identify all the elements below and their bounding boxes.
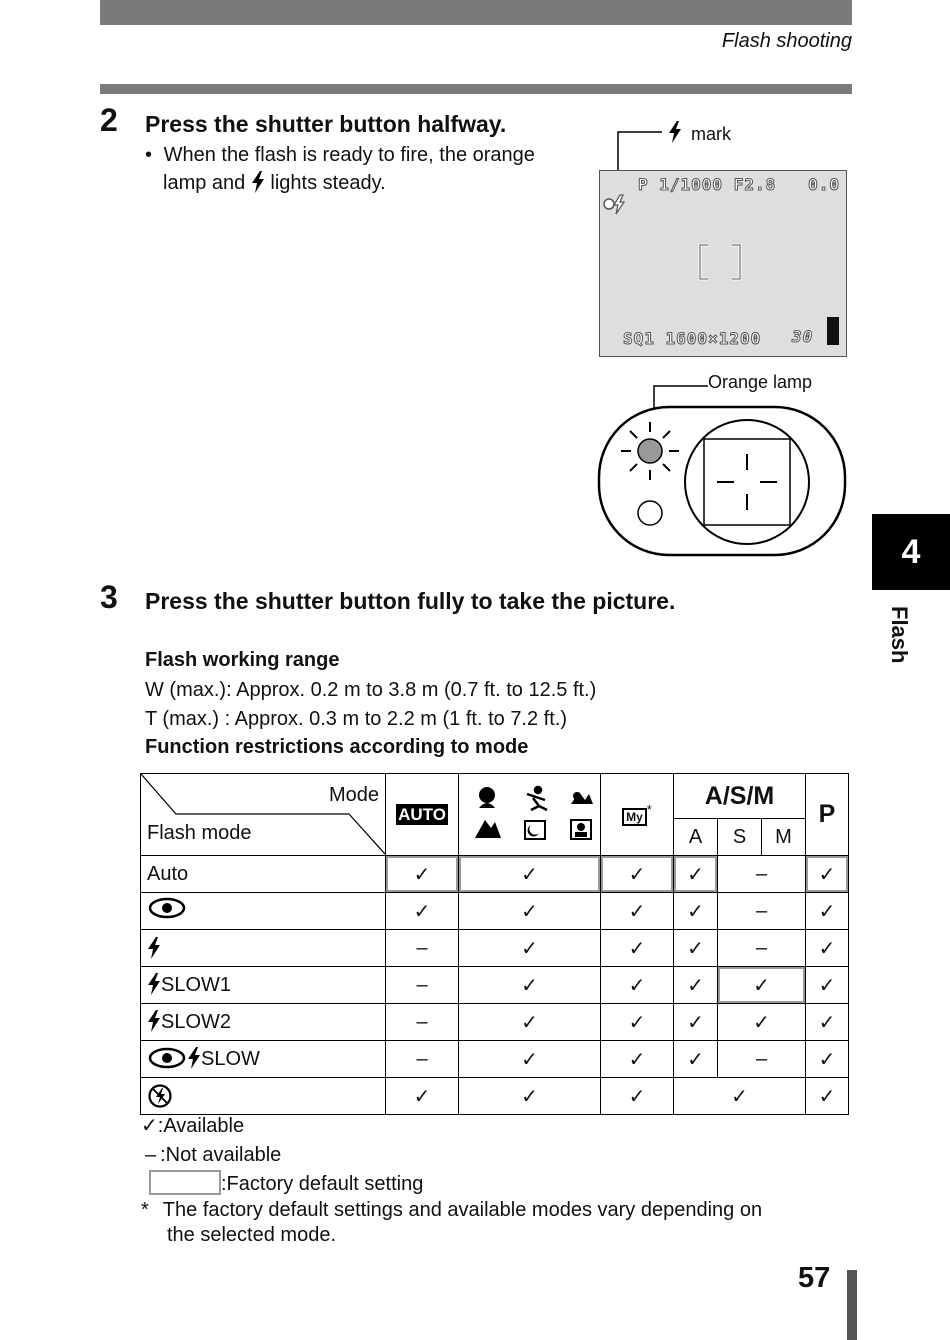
legend-available — [141, 1112, 244, 1140]
table-cell: ✓ — [601, 1041, 674, 1078]
table-cell: ✓ — [806, 930, 849, 967]
slow1-label: SLOW1 — [161, 974, 232, 996]
row-label-auto: Auto — [141, 856, 386, 893]
table-cell: ✓ — [601, 856, 674, 893]
flash-icon — [147, 973, 161, 995]
landscape-icon — [475, 820, 501, 838]
page-number: 57 — [798, 1262, 831, 1294]
table-row — [141, 893, 849, 930]
table-cell: ✓ — [601, 930, 674, 967]
sports-icon — [527, 787, 547, 810]
af-target-mark — [696, 243, 746, 283]
flash-icon — [668, 121, 682, 143]
table-cell: ✓ — [806, 1078, 849, 1115]
step-2-title: Press the shutter button halfway. — [145, 111, 507, 137]
legend-available-text: :Available — [157, 1115, 245, 1137]
table-cell: ✓ — [459, 1078, 601, 1115]
section-title: Flash shooting — [721, 30, 852, 52]
table-cell: ✓ — [718, 967, 806, 1004]
row-label-red-eye — [141, 893, 386, 930]
flash-off-icon — [147, 1083, 173, 1109]
corner-mode-label: Mode — [328, 784, 379, 806]
table-cell: ✓ — [806, 893, 849, 930]
table-cell: ✓ — [674, 1004, 718, 1041]
header-bar — [100, 0, 852, 25]
legend-factory — [149, 1170, 423, 1198]
table-cell: ✓ — [674, 967, 718, 1004]
footnote — [141, 1198, 762, 1248]
table-cell: ✓ — [459, 893, 601, 930]
my-mode-icon: My — [622, 808, 647, 826]
corner-flash-label: Flash mode — [147, 822, 252, 844]
bullet-text-2b: lights steady. — [270, 172, 386, 194]
check-icon — [141, 1115, 158, 1137]
red-eye-slow-label: SLOW — [201, 1048, 260, 1070]
table-row — [141, 930, 849, 967]
table-cell: – — [718, 930, 806, 967]
scene-modes-icons — [467, 782, 593, 842]
range-wide: W (max.): Approx. 0.2 m to 3.8 m (0.7 ft. to 12.5 ft.) — [145, 679, 597, 701]
table-row — [141, 1041, 849, 1078]
chapter-tab: 4 — [872, 514, 950, 590]
col-p: P — [806, 774, 849, 856]
col-auto — [386, 774, 459, 856]
table-cell: ✓ — [386, 893, 459, 930]
table-cell: – — [718, 856, 806, 893]
step-3-title: Press the shutter button fully to take the picture. — [145, 588, 676, 614]
restrictions-table — [140, 773, 849, 1115]
landscape-portrait-icon — [571, 792, 593, 804]
col-asm: A/S/M — [674, 774, 806, 819]
table-cell: ✓ — [459, 1041, 601, 1078]
footnote-line-1: The factory default settings and available modes vary depending on — [162, 1199, 763, 1221]
table-row — [141, 1004, 849, 1041]
bullet-dot: • — [145, 144, 153, 166]
restrictions-heading: Function restrictions according to mode — [145, 736, 529, 758]
table-cell: ✓ — [459, 1004, 601, 1041]
range-heading: Flash working range — [145, 649, 340, 671]
step-2-bullet — [145, 141, 535, 197]
flash-ready-icon — [602, 193, 630, 215]
col-my-mode — [601, 774, 674, 856]
table-cell: ✓ — [674, 1078, 806, 1115]
legend-factory-text: :Factory default setting — [221, 1173, 424, 1195]
table-cell: ✓ — [601, 967, 674, 1004]
slow2-label: SLOW2 — [161, 1011, 232, 1033]
red-eye-icon — [147, 1047, 187, 1069]
col-s: S — [718, 819, 762, 856]
table-cell: – — [718, 893, 806, 930]
dash-icon: – — [145, 1144, 157, 1166]
page-number-bar — [847, 1270, 857, 1340]
table-cell: ✓ — [718, 1004, 806, 1041]
col-scene-modes — [459, 774, 601, 856]
table-row — [141, 1078, 849, 1115]
legend-not-available-text: :Not available — [160, 1144, 282, 1166]
row-label-slow2 — [141, 1004, 386, 1041]
step-3-number: 3 — [100, 579, 118, 615]
night-portrait-icon — [571, 820, 591, 839]
table-cell: ✓ — [601, 1004, 674, 1041]
table-cell: – — [386, 1041, 459, 1078]
col-m: M — [762, 819, 806, 856]
chapter-label: Flash — [887, 606, 912, 664]
factory-default-box — [149, 1170, 221, 1195]
table-cell: – — [386, 967, 459, 1004]
flash-icon — [187, 1047, 201, 1069]
bullet-text-1: When the flash is ready to fire, the orange — [163, 144, 535, 166]
table-cell: ✓ — [674, 930, 718, 967]
table-cell: ✓ — [806, 967, 849, 1004]
orange-lamp-label: Orange lamp — [708, 372, 813, 392]
row-label-flash-off — [141, 1078, 386, 1115]
row-label-slow1 — [141, 967, 386, 1004]
table-row — [141, 967, 849, 1004]
table-cell: – — [386, 930, 459, 967]
table-cell: ✓ — [674, 856, 718, 893]
footnote-line-2: the selected mode. — [167, 1224, 336, 1246]
table-cell: ✓ — [806, 856, 849, 893]
footnote-asterisk: * — [141, 1199, 149, 1221]
table-cell: ✓ — [601, 1078, 674, 1115]
lcd-screen — [599, 170, 847, 357]
table-cell: ✓ — [459, 856, 601, 893]
asterisk: * — [646, 801, 652, 817]
table-cell: ✓ — [386, 856, 459, 893]
table-cell: ✓ — [459, 967, 601, 1004]
corner-cell — [141, 774, 386, 856]
row-label-red-eye-slow — [141, 1041, 386, 1078]
legend-not-available — [145, 1141, 281, 1169]
flash-icon — [251, 171, 265, 193]
table-row — [141, 856, 849, 893]
portrait-icon — [479, 787, 495, 808]
lcd-image-quality: SQ1 1600×1200 — [623, 329, 762, 348]
table-cell: – — [718, 1041, 806, 1078]
table-cell: ✓ — [806, 1041, 849, 1078]
step-2-number: 2 — [100, 102, 118, 138]
night-scene-icon — [525, 821, 545, 839]
table-cell: ✓ — [674, 893, 718, 930]
viewfinder-diagram — [596, 380, 850, 560]
table-cell: – — [386, 1004, 459, 1041]
flash-icon — [147, 937, 161, 959]
divider-bar — [100, 84, 852, 94]
table-cell: ✓ — [674, 1041, 718, 1078]
table-cell: ✓ — [806, 1004, 849, 1041]
red-eye-icon — [147, 897, 187, 919]
col-a: A — [674, 819, 718, 856]
auto-mode-icon: AUTO — [398, 805, 446, 824]
battery-icon — [827, 317, 839, 345]
bullet-text-2a: lamp and — [163, 172, 246, 194]
range-tele: T (max.) : Approx. 0.3 m to 2.2 m (1 ft. to 7.2 ft.) — [145, 708, 568, 730]
mark-label: mark — [691, 124, 731, 144]
row-label-fill-flash — [141, 930, 386, 967]
lcd-shots-remaining: 30 — [792, 327, 814, 346]
table-cell: ✓ — [386, 1078, 459, 1115]
table-cell: ✓ — [459, 930, 601, 967]
table-cell: ✓ — [601, 893, 674, 930]
flash-icon — [147, 1010, 161, 1032]
lcd-top-info: P 1/1000 F2.8 0.0 — [638, 175, 841, 194]
